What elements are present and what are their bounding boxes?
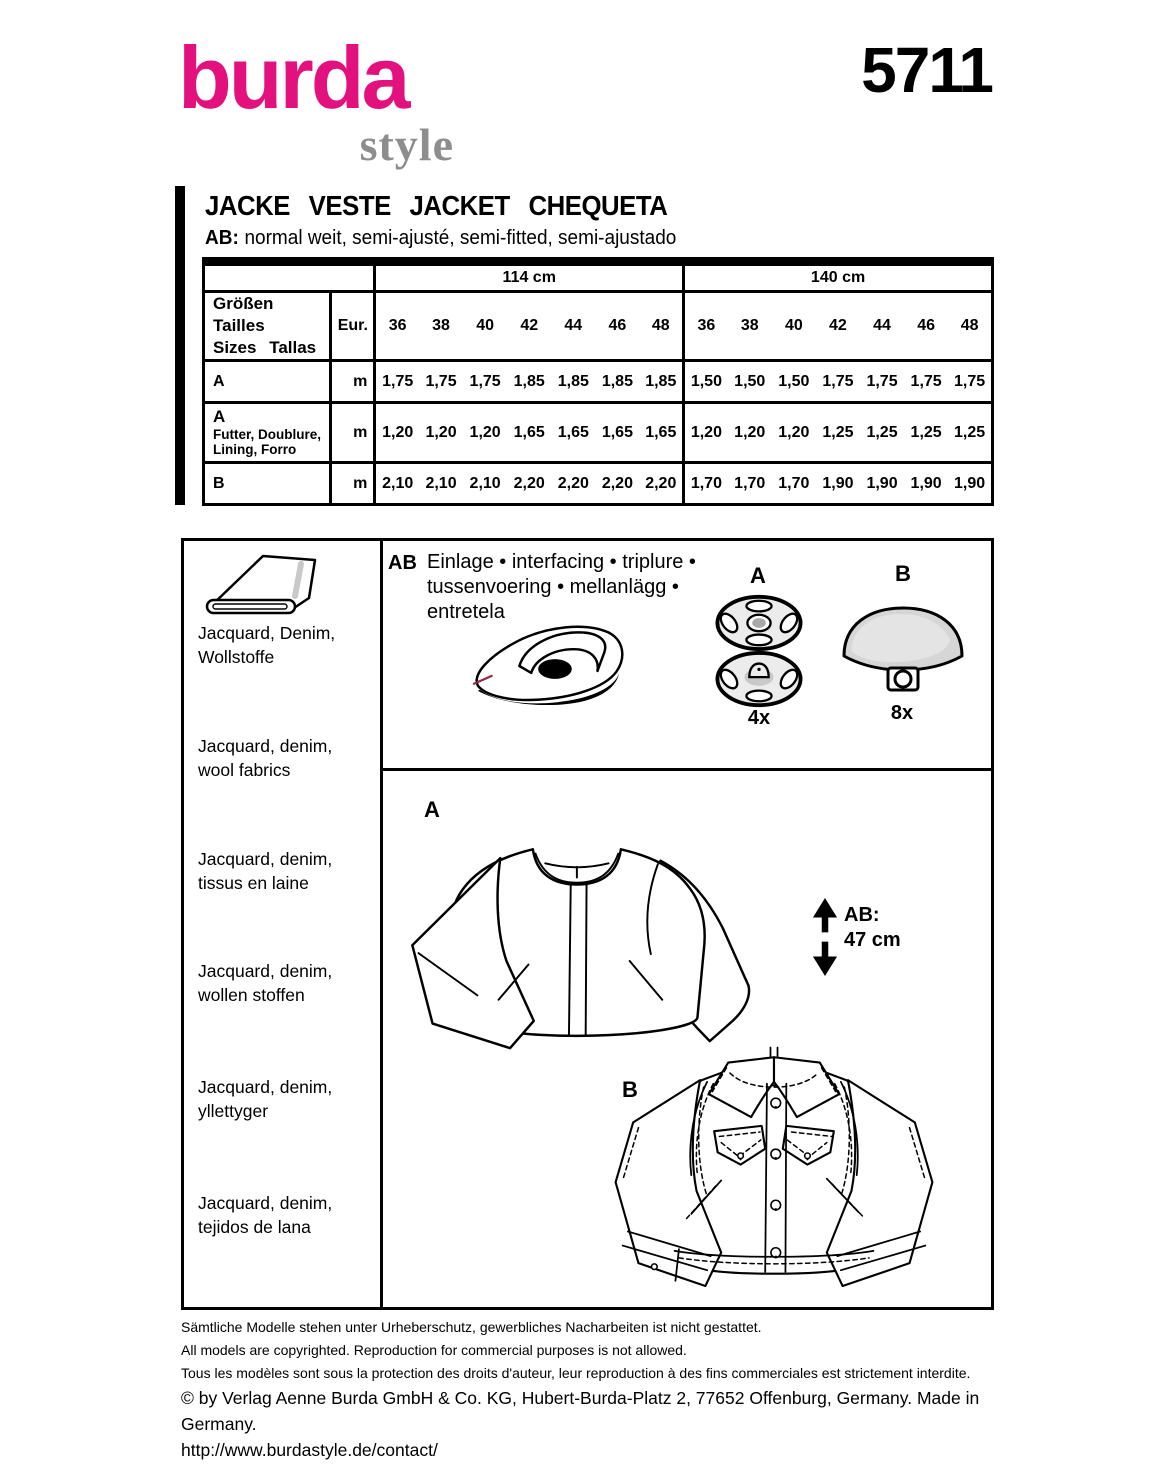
size-col: 36: [375, 292, 419, 361]
size-col: 40: [772, 292, 816, 361]
row-label-cell: A Futter, Doublure, Lining, Forro: [204, 403, 331, 463]
iron-icon: [468, 618, 636, 719]
snap-quantity: 4x: [747, 707, 771, 729]
title-accent-bar: [175, 186, 185, 505]
size-col: 44: [860, 292, 904, 361]
size-col: 36: [684, 292, 728, 361]
interfacing-views-label: AB: [388, 552, 417, 574]
width-header-114: 114 cm: [375, 262, 684, 292]
size-col: 42: [507, 292, 551, 361]
burda-logo: burda: [178, 28, 408, 127]
copyright-de: Sämtliche Modelle stehen unter Urheberschutz, gewerbliches Nacharbeiten ist nicht gestattet.: [181, 1319, 762, 1335]
size-col: 48: [639, 292, 683, 361]
unit-col-header: Eur.: [331, 292, 375, 361]
publisher-line: © by Verlag Aenne Burda GmbH & Co. KG, Hubert-Burda-Platz 2, 77652 Offenburg, Germany. Made in Germany.: [181, 1388, 980, 1434]
sidebar-divider: [380, 541, 383, 1307]
length-label: AB:: [844, 904, 880, 926]
button-view-label: B: [895, 561, 911, 586]
size-col: 48: [948, 292, 992, 361]
size-col: 44: [551, 292, 595, 361]
row-unit: m: [331, 463, 375, 505]
row-label: B: [213, 474, 225, 492]
pattern-number: 5711: [861, 34, 992, 106]
size-col: 38: [419, 292, 463, 361]
table-row: [204, 262, 993, 292]
length-annotation: [844, 903, 901, 953]
interfacing-text: Einlage • interfacing • triplure • tussenvoering • mellanlägg • entretela: [427, 551, 696, 624]
width-header-140: 140 cm: [684, 262, 993, 292]
fabric-suggestion-sv: Jacquard, denim, yllettyger: [198, 1077, 333, 1121]
fabric-bolt-icon: [193, 548, 333, 633]
notions-divider: [383, 768, 991, 771]
length-value: 47 cm: [844, 929, 901, 951]
table-row-view-b: B m 2,10 2,10 2,10 2,20 2,20 2,20 2,20 1,70 1,70 1,70 1,90 1,90 1,90 1,90: [204, 463, 993, 505]
copyright-en: All models are copyrighted. Reproduction for commercial purposes is not allowed.: [181, 1342, 687, 1358]
page-title: JACKE VESTE JACKET CHEQUETA: [205, 190, 668, 221]
table-row-view-a-lining: A Futter, Doublure, Lining, Forro m 1,20 1,20 1,20 1,65 1,65 1,65 1,65 1,20 1,20 1,20 1,25 1,25 1,25 1,25: [204, 403, 993, 463]
burda-style-logo-sub: style: [359, 119, 454, 170]
fabric-requirements-table: [202, 257, 994, 506]
jacket-a-drawing: [400, 813, 752, 1056]
fabric-suggestion-de: Jacquard, Denim, Wollstoffe: [198, 623, 336, 667]
fit-views-label: AB:: [205, 227, 239, 249]
size-col: 40: [463, 292, 507, 361]
details-box: [181, 538, 994, 1310]
contact-url: http://www.burdastyle.de/contact/: [181, 1440, 438, 1460]
copyright-fr: Tous les modèles sont sous la protection des droits d'auteur, leur reproduction à des fins commerciales est strictement interdite.: [181, 1365, 971, 1381]
legal-footer: [181, 1316, 1011, 1463]
row-unit: m: [331, 403, 375, 463]
view-a-label: A: [424, 797, 440, 822]
fabric-suggestion-nl: Jacquard, denim, wollen stoffen: [198, 961, 333, 1005]
fit-description: [205, 227, 676, 250]
fabric-suggestion-fr: Jacquard, denim, tissus en laine: [198, 849, 333, 893]
fabric-suggestion-en: Jacquard, denim, wool fabrics: [198, 736, 333, 780]
size-col: 42: [816, 292, 860, 361]
size-col: 46: [595, 292, 639, 361]
snap-view-label: A: [750, 563, 766, 588]
snap-fasteners-icon: [712, 593, 806, 714]
size-col: 38: [728, 292, 772, 361]
size-col: 46: [904, 292, 948, 361]
sizes-header-cell: Größen Tailles Sizes Tallas: [204, 292, 331, 361]
table-row-view-a: A m 1,75 1,75 1,75 1,85 1,85 1,85 1,85 1,50 1,50 1,50 1,75 1,75 1,75 1,75: [204, 361, 993, 403]
table-row: [204, 292, 993, 361]
row-unit: m: [331, 361, 375, 403]
length-arrow-icon: [812, 896, 838, 983]
fabric-suggestion-es: Jacquard, denim, tejidos de lana: [198, 1193, 333, 1237]
view-b-label: B: [622, 1077, 638, 1102]
jacket-b-drawing: [598, 1038, 950, 1305]
row-label: A: [204, 361, 331, 403]
shank-button-icon: [836, 598, 970, 701]
button-quantity: 8x: [890, 702, 914, 724]
fit-text: normal weit, semi-ajusté, semi-fitted, semi-ajustado: [244, 227, 677, 249]
